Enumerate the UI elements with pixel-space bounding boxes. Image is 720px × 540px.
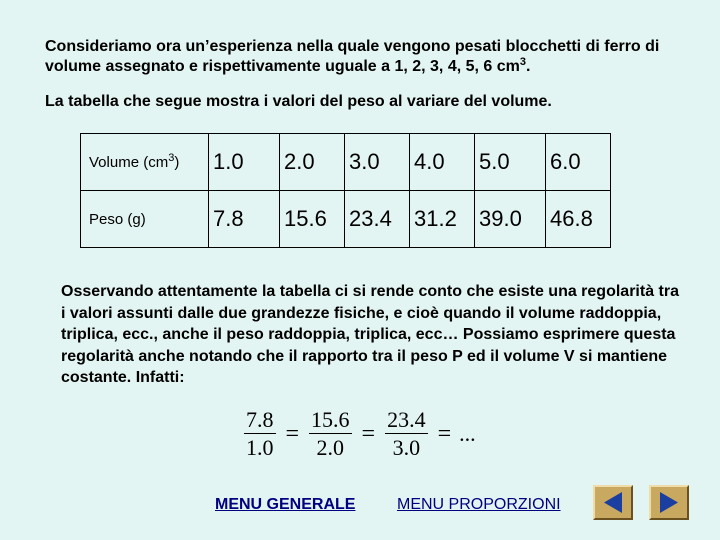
table-row-volume	[81, 134, 611, 191]
volume-cell: 2.0	[280, 134, 345, 191]
volume-cell: 5.0	[475, 134, 546, 191]
volume-label-sup: 3	[168, 151, 175, 164]
peso-cell: 31.2	[410, 191, 475, 248]
observation-paragraph: Osservando attentamente la tabella ci si rende conto che esiste una regolarità tra i valori assunti dalle due grandezze fisiche, e cioè quando il volume raddoppia, triplica, ecc., anche il peso raddoppia, triplica, ecc… Possiamo esprimere questa regolarità anche notando che il rapporto tra il peso P ed il volume V si mantiene costante. Infatti:	[61, 283, 679, 386]
fraction-denominator: 1.0	[246, 435, 274, 460]
intro-paragraph	[45, 37, 685, 77]
peso-cell: 7.8	[209, 191, 280, 248]
equals-sign: =	[361, 420, 376, 447]
intro-text: Consideriamo ora un’esperienza nella quale vengono pesati blocchetti di ferro di volume assegnato e rispettivamente uguale a 1, 2, 3, 4, 5, 6 cm	[45, 38, 660, 75]
equals-sign: =	[437, 420, 452, 447]
table-intro-text: La tabella che segue mostra i valori del peso al variare del volume.	[45, 93, 552, 110]
peso-cell: 23.4	[345, 191, 410, 248]
volume-label-text: Volume (cm	[89, 153, 169, 171]
peso-cell: 15.6	[280, 191, 345, 248]
fraction	[305, 408, 356, 460]
fraction	[240, 408, 280, 460]
fraction-numerator: 7.8	[246, 407, 274, 432]
volume-cell: 4.0	[410, 134, 475, 191]
ellipsis: ...	[459, 421, 476, 446]
fraction-denominator: 2.0	[316, 435, 345, 460]
volume-label-end: )	[174, 153, 180, 171]
equals-sign: =	[285, 420, 300, 447]
previous-button[interactable]	[593, 485, 633, 520]
menu-proporzioni-link[interactable]: MENU PROPORZIONI	[397, 496, 561, 513]
intro-superscript: 3	[519, 56, 526, 68]
peso-cell: 46.8	[546, 191, 611, 248]
intro-end: .	[526, 58, 531, 75]
next-button[interactable]	[649, 485, 689, 520]
peso-cell: 39.0	[475, 191, 546, 248]
volume-cell: 6.0	[546, 134, 611, 191]
arrow-right-icon	[651, 487, 687, 518]
fraction-numerator: 15.6	[311, 407, 350, 432]
arrow-left-icon	[595, 487, 631, 518]
table-row-peso	[81, 191, 611, 248]
menu-generale-link[interactable]: MENU GENERALE	[215, 496, 356, 513]
volume-row-label	[81, 134, 209, 191]
data-table	[80, 133, 611, 248]
fraction	[381, 408, 432, 460]
volume-cell: 3.0	[345, 134, 410, 191]
peso-row-label: Peso (g)	[81, 191, 209, 248]
fraction-denominator: 3.0	[392, 435, 421, 460]
volume-cell: 1.0	[209, 134, 280, 191]
ratio-formula	[240, 408, 476, 460]
fraction-numerator: 23.4	[387, 407, 426, 432]
